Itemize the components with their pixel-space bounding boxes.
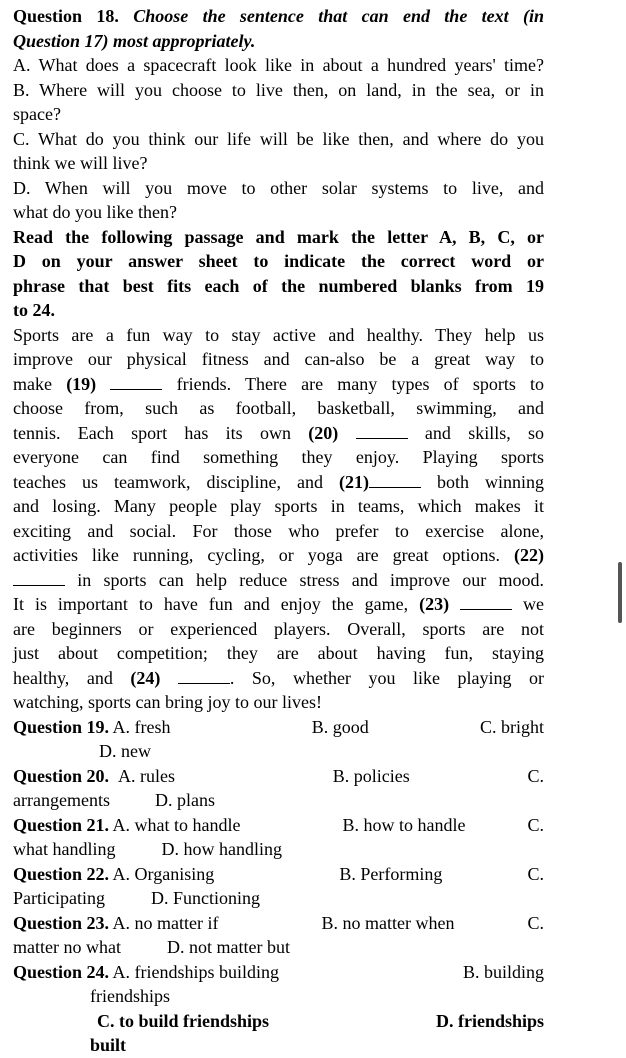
q24-option-d-cont: built	[90, 1035, 127, 1055]
passage-line: improve our physical fitness and can-also be a great way to	[13, 349, 544, 369]
blank-number-24: (24)	[130, 667, 161, 688]
q23-options-cont	[13, 935, 544, 960]
passage-line: and losing. Many people play sports in teams, which makes it	[13, 496, 544, 516]
q20-option-a: A. rules	[118, 765, 176, 786]
passage-line: in sports can help reduce stress and improve our mood.	[13, 568, 544, 593]
q19-option-b: B. good	[311, 716, 369, 737]
blank-20	[356, 423, 408, 439]
q24-option-b: B. building	[462, 961, 544, 982]
q18-option-c-cont: think we will live?	[13, 153, 148, 173]
q19-option-c: C. bright	[479, 716, 544, 737]
directions-line2: D on your answer sheet to indicate the correct word or	[13, 251, 544, 271]
q24-label: Question 24.	[13, 961, 110, 982]
q18-instruction: Choose the sentence that can end the text (in	[133, 6, 545, 26]
blank-22	[13, 570, 65, 586]
q18-option-d-cont: what do you like then?	[13, 202, 177, 222]
q20-option-c-text: arrangements	[13, 790, 110, 810]
directions-line4: to 24.	[13, 300, 55, 320]
q22-options-cont	[13, 886, 544, 911]
q21-option-d: D. how handling	[161, 839, 282, 859]
passage-line: are beginners or experienced players. Overall, sports are not	[13, 618, 544, 639]
q24-options	[13, 960, 544, 985]
q21-option-b: B. how to handle	[342, 814, 466, 835]
q18-label: Question 18.	[13, 6, 119, 26]
passage-line: everyone can find something they enjoy. Playing sports	[13, 447, 544, 467]
blank-number-21: (21)	[338, 471, 369, 492]
q21-options	[13, 813, 544, 838]
q22-option-a: A. Organising	[112, 863, 215, 884]
q20-option-b: B. policies	[332, 765, 410, 786]
q23-label: Question 23.	[13, 912, 110, 933]
q19-option-a: A. fresh	[112, 716, 171, 737]
scrollbar-thumb[interactable]	[618, 562, 622, 623]
blank-24	[178, 668, 230, 684]
q23-option-b: B. no matter when	[321, 912, 455, 933]
passage-line: choose from, such as football, basketball, swimming, and	[13, 398, 544, 418]
q23-option-a: A. no matter if	[112, 912, 219, 933]
q18-option-c: C. What do you think our life will be like then, and where do you	[13, 128, 544, 149]
blank-19	[110, 374, 162, 390]
blank-23	[460, 594, 512, 610]
q23-option-d: D. not matter but	[166, 937, 290, 957]
q20-options	[13, 764, 544, 789]
passage-line: just about competition; they are about having fun, staying	[13, 643, 544, 663]
q21-option-c: C.	[527, 814, 544, 835]
blank-number-23: (23)	[419, 594, 450, 614]
q22-option-d: D. Functioning	[150, 888, 260, 908]
q24-option-c: C. to build friendships	[97, 1010, 270, 1031]
q18-option-a: A. What does a spacecraft look like in about a hundred years' time?	[13, 55, 544, 75]
blank-number-19: (19)	[66, 373, 97, 394]
passage-line: Sports are a fun way to stay active and healthy. They help us	[13, 324, 544, 345]
passage-line: exciting and social. For those who prefer to exercise alone,	[13, 520, 544, 541]
q20-option-c: C.	[527, 765, 544, 786]
passage-line: make (19) friends. There are many types of sports to	[13, 373, 545, 394]
passage-line: It is important to have fun and enjoy the game, (23) we	[13, 594, 545, 614]
q18-option-b-cont: space?	[13, 104, 61, 124]
worksheet-page	[13, 4, 544, 1058]
q18-heading-line1	[13, 4, 544, 29]
q18-option-b: B. Where will you choose to live then, on land, in the sea, or in	[13, 79, 544, 100]
q22-option-c: C.	[527, 863, 544, 884]
q24-option-a: A. friendships building	[112, 961, 280, 982]
q19-options	[13, 715, 544, 740]
blank-number-22: (22)	[514, 545, 545, 565]
q22-label: Question 22.	[13, 863, 110, 884]
q23-option-c-text: matter no what	[13, 937, 121, 957]
passage-line: watching, sports can bring joy to our lives!	[13, 692, 322, 712]
q23-option-c: C.	[527, 912, 544, 933]
passage-line: activities like running, cycling, or yoga are great options. (22)	[13, 545, 545, 565]
q21-label: Question 21.	[13, 814, 110, 835]
q20-option-d: D. plans	[154, 790, 215, 810]
q23-options	[13, 911, 544, 936]
q20-label: Question 20.	[13, 765, 110, 786]
q24-option-b-cont: friendships	[90, 986, 170, 1006]
q19-label: Question 19.	[13, 716, 110, 737]
blank-21	[369, 472, 421, 488]
q21-options-cont	[13, 837, 544, 862]
passage-line: tennis. Each sport has its own (20) and skills, so	[13, 422, 545, 443]
passage-line: teaches us teamwork, discipline, and (21) both winning	[13, 471, 545, 492]
q18-heading-line2: Question 17) most appropriately.	[13, 30, 256, 51]
directions-line3: phrase that best fits each of the numbered blanks from 19	[13, 275, 544, 296]
q20-options-cont	[13, 788, 544, 813]
q22-options	[13, 862, 544, 887]
q21-option-a: A. what to handle	[112, 814, 241, 835]
q22-option-c-text: Participating	[13, 888, 105, 908]
q22-option-b: B. Performing	[339, 863, 443, 884]
q24-option-d: D. friendships	[435, 1010, 544, 1031]
q19-option-d: D. new	[99, 741, 151, 761]
q18-option-d: D. When will you move to other solar systems to live, and	[13, 177, 544, 198]
passage-line: healthy, and (24) . So, whether you like playing or	[13, 667, 544, 688]
q24-options-cont	[13, 1009, 544, 1034]
blank-number-20: (20)	[308, 422, 339, 443]
q21-option-c-text: what handling	[13, 839, 116, 859]
directions-line1: Read the following passage and mark the letter A, B, C, or	[13, 226, 544, 247]
